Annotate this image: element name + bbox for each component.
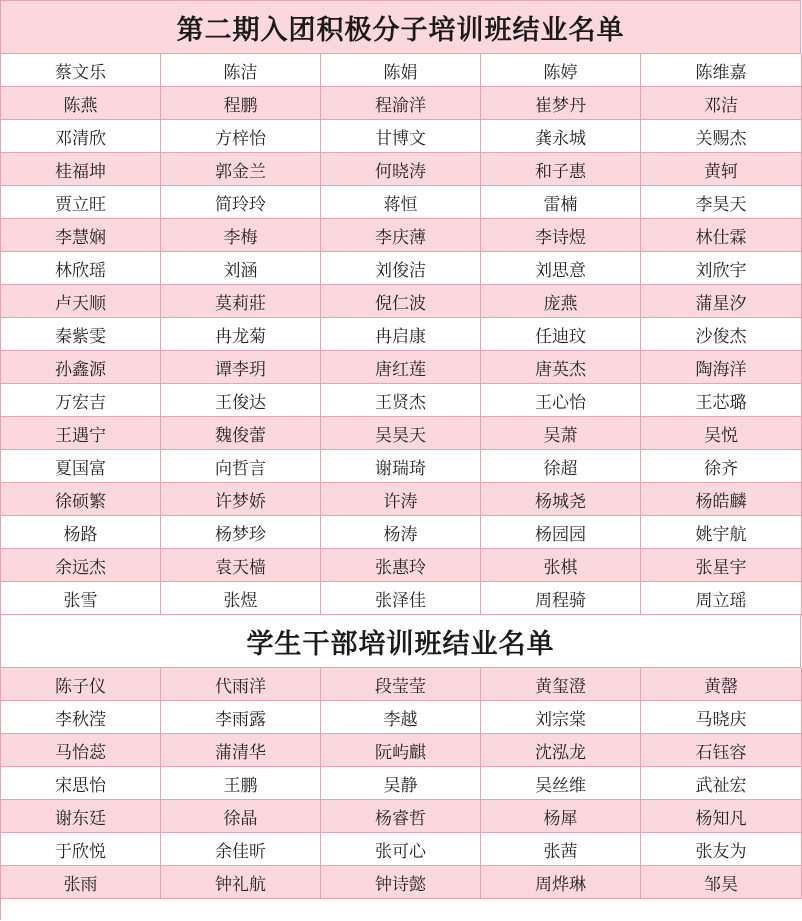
- name-cell: 邓清欣: [1, 120, 161, 153]
- name-cell: 唐红莲: [321, 351, 481, 384]
- name-cell: 王俊达: [161, 384, 321, 417]
- name-cell: 吴萧: [481, 417, 641, 450]
- name-cell: 张棋: [481, 549, 641, 582]
- name-cell: 李梅: [161, 219, 321, 252]
- name-cell: 蒲星汐: [641, 285, 802, 318]
- name-cell: 杨犀: [481, 800, 641, 833]
- name-cell: 徐超: [481, 450, 641, 483]
- name-cell: 陈子仪: [1, 668, 161, 701]
- name-cell: 王鹏: [161, 767, 321, 800]
- name-cell: 钟诗懿: [321, 866, 481, 899]
- name-cell: 王遇宁: [1, 417, 161, 450]
- name-cell: 张雪: [1, 582, 161, 615]
- name-cell: 王芯璐: [641, 384, 802, 417]
- name-cell: 李慧娴: [1, 219, 161, 252]
- name-cell: 杨路: [1, 516, 161, 549]
- name-cell: 许梦娇: [161, 483, 321, 516]
- name-cell: 林仕霖: [641, 219, 802, 252]
- section2-title-row: [1, 615, 801, 668]
- name-cell: 杨知凡: [641, 800, 802, 833]
- name-cell: 何晓涛: [321, 153, 481, 186]
- name-cell: 桂福坤: [1, 153, 161, 186]
- name-cell: 张可心: [321, 833, 481, 866]
- name-cell: 黄轲: [641, 153, 802, 186]
- name-cell: 崔梦丹: [481, 87, 641, 120]
- name-cell: 秦紫雯: [1, 318, 161, 351]
- name-cell: 黄玺澄: [481, 668, 641, 701]
- name-cell: 唐英杰: [481, 351, 641, 384]
- name-cell: 黄罄: [641, 668, 802, 701]
- name-cell: 程渝洋: [321, 87, 481, 120]
- name-cell: 姚宇航: [641, 516, 802, 549]
- name-cell: 刘思意: [481, 252, 641, 285]
- name-cell: 李雨露: [161, 701, 321, 734]
- section2-name-grid: [1, 668, 801, 899]
- name-cell: 张雨: [1, 866, 161, 899]
- name-cell: 魏俊蕾: [161, 417, 321, 450]
- name-cell: 杨园园: [481, 516, 641, 549]
- name-cell: 阮屿麒: [321, 734, 481, 767]
- name-cell: 李庆薄: [321, 219, 481, 252]
- section1-title-row: [1, 1, 801, 54]
- name-cell: 刘涵: [161, 252, 321, 285]
- name-cell: 周烨琳: [481, 866, 641, 899]
- name-cell: 简玲玲: [161, 186, 321, 219]
- name-cell: 徐硕繁: [1, 483, 161, 516]
- name-cell: 邹昊: [641, 866, 802, 899]
- name-cell: 李秋滢: [1, 701, 161, 734]
- name-cell: 陈娟: [321, 54, 481, 87]
- name-cell: 武祉宏: [641, 767, 802, 800]
- name-cell: 陈维嘉: [641, 54, 802, 87]
- name-cell: 徐齐: [641, 450, 802, 483]
- name-cell: 冉启康: [321, 318, 481, 351]
- name-cell: 杨皓麟: [641, 483, 802, 516]
- name-cell: 周立瑶: [641, 582, 802, 615]
- name-cell: 陈婷: [481, 54, 641, 87]
- name-cell: 杨梦珍: [161, 516, 321, 549]
- name-cell: 和子惠: [481, 153, 641, 186]
- name-cell: 张友为: [641, 833, 802, 866]
- name-cell: 李诗煜: [481, 219, 641, 252]
- name-cell: 谢东廷: [1, 800, 161, 833]
- name-cell: 刘俊洁: [321, 252, 481, 285]
- name-cell: 张泽佳: [321, 582, 481, 615]
- name-cell: 李昊天: [641, 186, 802, 219]
- name-cell: 陈洁: [161, 54, 321, 87]
- name-cell: 任迪玟: [481, 318, 641, 351]
- name-cell: 林欣瑶: [1, 252, 161, 285]
- name-cell: 贾立旺: [1, 186, 161, 219]
- name-cell: 余佳昕: [161, 833, 321, 866]
- name-cell: 向哲言: [161, 450, 321, 483]
- name-cell: 蒋恒: [321, 186, 481, 219]
- name-cell: 张茜: [481, 833, 641, 866]
- name-cell: 吴丝维: [481, 767, 641, 800]
- name-cell: 倪仁波: [321, 285, 481, 318]
- name-cell: 刘欣宇: [641, 252, 802, 285]
- name-cell: 冉龙菊: [161, 318, 321, 351]
- name-cell: 庞燕: [481, 285, 641, 318]
- name-cell: 孙鑫源: [1, 351, 161, 384]
- name-cell: 周程骑: [481, 582, 641, 615]
- name-cell: 雷楠: [481, 186, 641, 219]
- name-cell: 石钰容: [641, 734, 802, 767]
- name-cell: 于欣悦: [1, 833, 161, 866]
- name-cell: 陈燕: [1, 87, 161, 120]
- name-cell: 吴静: [321, 767, 481, 800]
- name-cell: 许涛: [321, 483, 481, 516]
- name-cell: 程鹏: [161, 87, 321, 120]
- name-cell: 张煜: [161, 582, 321, 615]
- name-cell: 万宏吉: [1, 384, 161, 417]
- name-cell: 关赐杰: [641, 120, 802, 153]
- section2-title: 学生干部培训班结业名单: [246, 628, 555, 660]
- name-cell: 吴悦: [641, 417, 802, 450]
- name-cell: 马晓庆: [641, 701, 802, 734]
- name-cell: 杨城尧: [481, 483, 641, 516]
- name-cell: 甘博文: [321, 120, 481, 153]
- name-cell: 夏国富: [1, 450, 161, 483]
- name-cell: 钟礼航: [161, 866, 321, 899]
- name-cell: 李越: [321, 701, 481, 734]
- section1-title: 第二期入团积极分子培训班结业名单: [176, 14, 625, 46]
- name-cell: 段莹莹: [321, 668, 481, 701]
- name-cell: 谭李玥: [161, 351, 321, 384]
- name-cell: 沈泓龙: [481, 734, 641, 767]
- name-cell: 吴昊天: [321, 417, 481, 450]
- name-cell: 王心怡: [481, 384, 641, 417]
- name-cell: 龚永城: [481, 120, 641, 153]
- name-cell: 邓洁: [641, 87, 802, 120]
- name-cell: 蒲清华: [161, 734, 321, 767]
- name-cell: 余远杰: [1, 549, 161, 582]
- section1-name-grid: [1, 54, 801, 615]
- name-cell: 宋思怡: [1, 767, 161, 800]
- name-cell: 袁天樯: [161, 549, 321, 582]
- name-cell: 蔡文乐: [1, 54, 161, 87]
- name-cell: 王贤杰: [321, 384, 481, 417]
- name-cell: 郭金兰: [161, 153, 321, 186]
- name-cell: 卢天顺: [1, 285, 161, 318]
- name-cell: 杨睿哲: [321, 800, 481, 833]
- name-cell: 刘宗棠: [481, 701, 641, 734]
- name-cell: 张惠玲: [321, 549, 481, 582]
- name-cell: 莫莉莊: [161, 285, 321, 318]
- name-cell: 马怡蕊: [1, 734, 161, 767]
- name-cell: 陶海洋: [641, 351, 802, 384]
- name-cell: 徐晶: [161, 800, 321, 833]
- name-cell: 张星宇: [641, 549, 802, 582]
- name-cell: 杨涛: [321, 516, 481, 549]
- name-cell: 谢瑞琦: [321, 450, 481, 483]
- name-cell: 方梓怡: [161, 120, 321, 153]
- name-cell: 沙俊杰: [641, 318, 802, 351]
- name-cell: 代雨洋: [161, 668, 321, 701]
